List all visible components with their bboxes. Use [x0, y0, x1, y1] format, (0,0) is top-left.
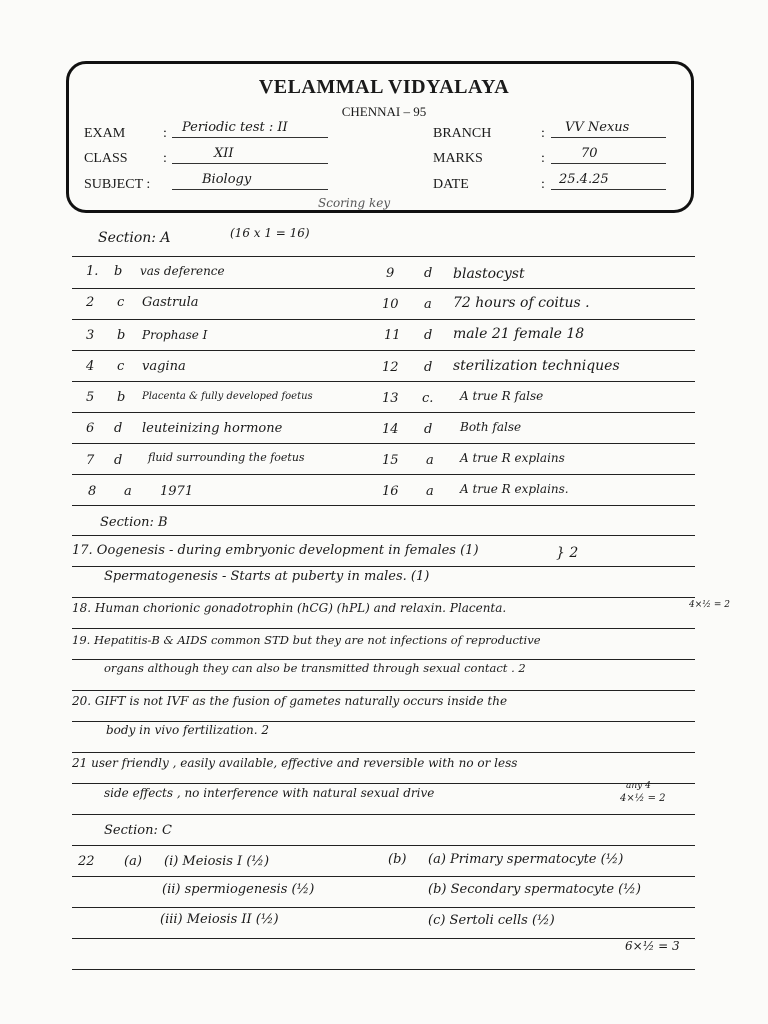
answer-option: c	[117, 359, 125, 374]
rule-line	[72, 907, 695, 908]
rule-line	[72, 969, 695, 970]
answer-num: 11	[384, 328, 401, 343]
answer-text: A true R explains.	[460, 482, 569, 496]
answer-text: A true R explains	[460, 451, 565, 465]
answer-num: 7	[86, 453, 95, 468]
answer-num: 6	[86, 421, 95, 436]
section-c-title: Section: C	[104, 823, 172, 838]
q22-total-marks: 6×½ = 3	[625, 939, 680, 953]
answer-num: 16	[382, 484, 399, 499]
answer-text: vagina	[142, 359, 186, 374]
rule-line	[72, 443, 695, 444]
answer-text: male 21 female 18	[453, 326, 585, 342]
rule-line	[72, 505, 695, 506]
answer-text: A true R false	[460, 389, 544, 403]
q22-b-item: (c) Sertoli cells (½)	[428, 913, 555, 928]
q19-line2: organs although they can also be transmitted through sexual contact . 2	[104, 661, 526, 675]
answer-option: b	[117, 328, 126, 343]
answer-num: 10	[382, 297, 399, 312]
q22-number: 22	[78, 854, 95, 869]
answer-num: 12	[382, 360, 399, 375]
date-value: 25.4.25	[551, 171, 666, 190]
answer-option: a	[124, 484, 132, 499]
rule-line	[72, 381, 695, 382]
answer-text: Gastrula	[142, 295, 199, 310]
rule-line	[72, 659, 695, 660]
answer-num: 13	[382, 391, 399, 406]
rule-line	[72, 752, 695, 753]
marks-value: 70	[551, 145, 666, 164]
answer-option: a	[426, 453, 434, 468]
q19-line1: 19. Hepatitis-B & AIDS common STD but they are not infections of reproductive	[72, 633, 541, 647]
rule-line	[72, 814, 695, 815]
section-b-title: Section: B	[100, 515, 168, 530]
rule-line	[72, 535, 695, 536]
rule-line	[72, 783, 695, 784]
school-name: VELAMMAL VIDYALAYA	[258, 76, 510, 98]
class-colon: :	[163, 151, 167, 166]
date-label: DATE	[433, 177, 469, 192]
marks-colon: :	[541, 151, 545, 166]
exam-label: EXAM	[84, 126, 126, 141]
answer-num: 9	[386, 266, 395, 281]
answer-option: b	[114, 264, 123, 279]
section-a-marks: (16 x 1 = 16)	[230, 226, 310, 240]
rule-line	[72, 412, 695, 413]
q17-line1: 17. Oogenesis - during embryonic development in females (1)	[72, 543, 479, 558]
answer-text: 1971	[160, 484, 194, 499]
rule-line	[72, 876, 695, 877]
answer-text: sterilization techniques	[453, 358, 620, 374]
class-label: CLASS	[84, 151, 128, 166]
answer-num: 1.	[86, 264, 99, 279]
q22-a-item: (ii) spermiogenesis (½)	[162, 882, 315, 897]
answer-option: a	[426, 484, 434, 499]
q18-marks: 4×½ = 2	[689, 600, 730, 610]
q22-a-item: (i) Meiosis I (½)	[164, 854, 270, 869]
q22-b-item: (a) Primary spermatocyte (½)	[428, 852, 624, 867]
answer-option: d	[424, 422, 433, 437]
scoring-key-note: Scoring key	[318, 196, 391, 210]
q21-marks: 4×½ = 2	[620, 793, 666, 804]
subject-value: Biology	[172, 171, 328, 190]
answer-text: fluid surrounding the foetus	[148, 451, 305, 464]
section-a-title: Section: A	[98, 230, 171, 246]
class-value: XII	[172, 145, 328, 164]
branch-label: BRANCH	[433, 126, 492, 141]
q21-line2: side effects , no interference with natural sexual drive	[104, 786, 435, 800]
rule-line	[72, 845, 695, 846]
answer-text: vas deference	[140, 264, 225, 278]
answer-option: d	[114, 453, 123, 468]
q22-part-a-label: (a)	[124, 854, 142, 869]
rule-line	[72, 256, 695, 257]
answer-text: 72 hours of coitus .	[453, 295, 590, 311]
q22-b-item: (b) Secondary spermatocyte (½)	[428, 882, 641, 897]
rule-line	[72, 474, 695, 475]
answer-num: 4	[86, 359, 95, 374]
answer-num: 2	[86, 295, 95, 310]
rule-line	[72, 288, 695, 289]
answer-text: leuteinizing hormone	[142, 421, 283, 436]
exam-colon: :	[163, 126, 167, 141]
exam-value: Periodic test : II	[172, 119, 328, 138]
branch-value: VV Nexus	[551, 119, 666, 138]
answer-num: 15	[382, 453, 399, 468]
answer-option: d	[424, 266, 433, 281]
q17-line2: Spermatogenesis - Starts at puberty in males. (1)	[104, 569, 430, 584]
rule-line	[72, 721, 695, 722]
answer-text: Prophase I	[142, 328, 208, 342]
branch-colon: :	[541, 126, 545, 141]
rule-line	[72, 597, 695, 598]
rule-line	[72, 628, 695, 629]
rule-line	[72, 938, 695, 939]
rule-line	[72, 690, 695, 691]
answer-option: b	[117, 390, 126, 405]
answer-num: 8	[88, 484, 97, 499]
q20-line1: 20. GIFT is not IVF as the fusion of gametes naturally occurs inside the	[72, 694, 508, 708]
rule-line	[72, 566, 695, 567]
date-colon: :	[541, 177, 545, 192]
q17-brace: } 2	[556, 545, 579, 561]
answer-num: 14	[382, 422, 399, 437]
answer-num: 3	[86, 328, 95, 343]
answer-text: blastocyst	[453, 266, 525, 282]
answer-text: Both false	[460, 420, 522, 434]
answer-option: d	[424, 328, 433, 343]
q22-a-item: (iii) Meiosis II (½)	[160, 912, 279, 927]
answer-option: c.	[422, 391, 434, 406]
answer-option: a	[424, 297, 432, 312]
answer-option: d	[114, 421, 123, 436]
q21-any-note: any 4	[626, 781, 651, 791]
q18-answer: 18. Human chorionic gonadotrophin (hCG) (hPL) and relaxin. Placenta.	[72, 601, 507, 615]
rule-line	[72, 350, 695, 351]
subject-label: SUBJECT :	[84, 177, 151, 192]
answer-text: Placenta & fully developed foetus	[142, 391, 313, 402]
q21-line1: 21 user friendly , easily available, effective and reversible with no or less	[72, 756, 518, 770]
marks-label: MARKS	[433, 151, 483, 166]
rule-line	[72, 319, 695, 320]
answer-option: d	[424, 360, 433, 375]
q20-line2: body in vivo fertilization. 2	[106, 723, 269, 737]
city: CHENNAI – 95	[341, 104, 427, 119]
q22-part-b-label: (b)	[388, 852, 407, 867]
answer-num: 5	[86, 390, 95, 405]
answer-option: c	[117, 295, 125, 310]
